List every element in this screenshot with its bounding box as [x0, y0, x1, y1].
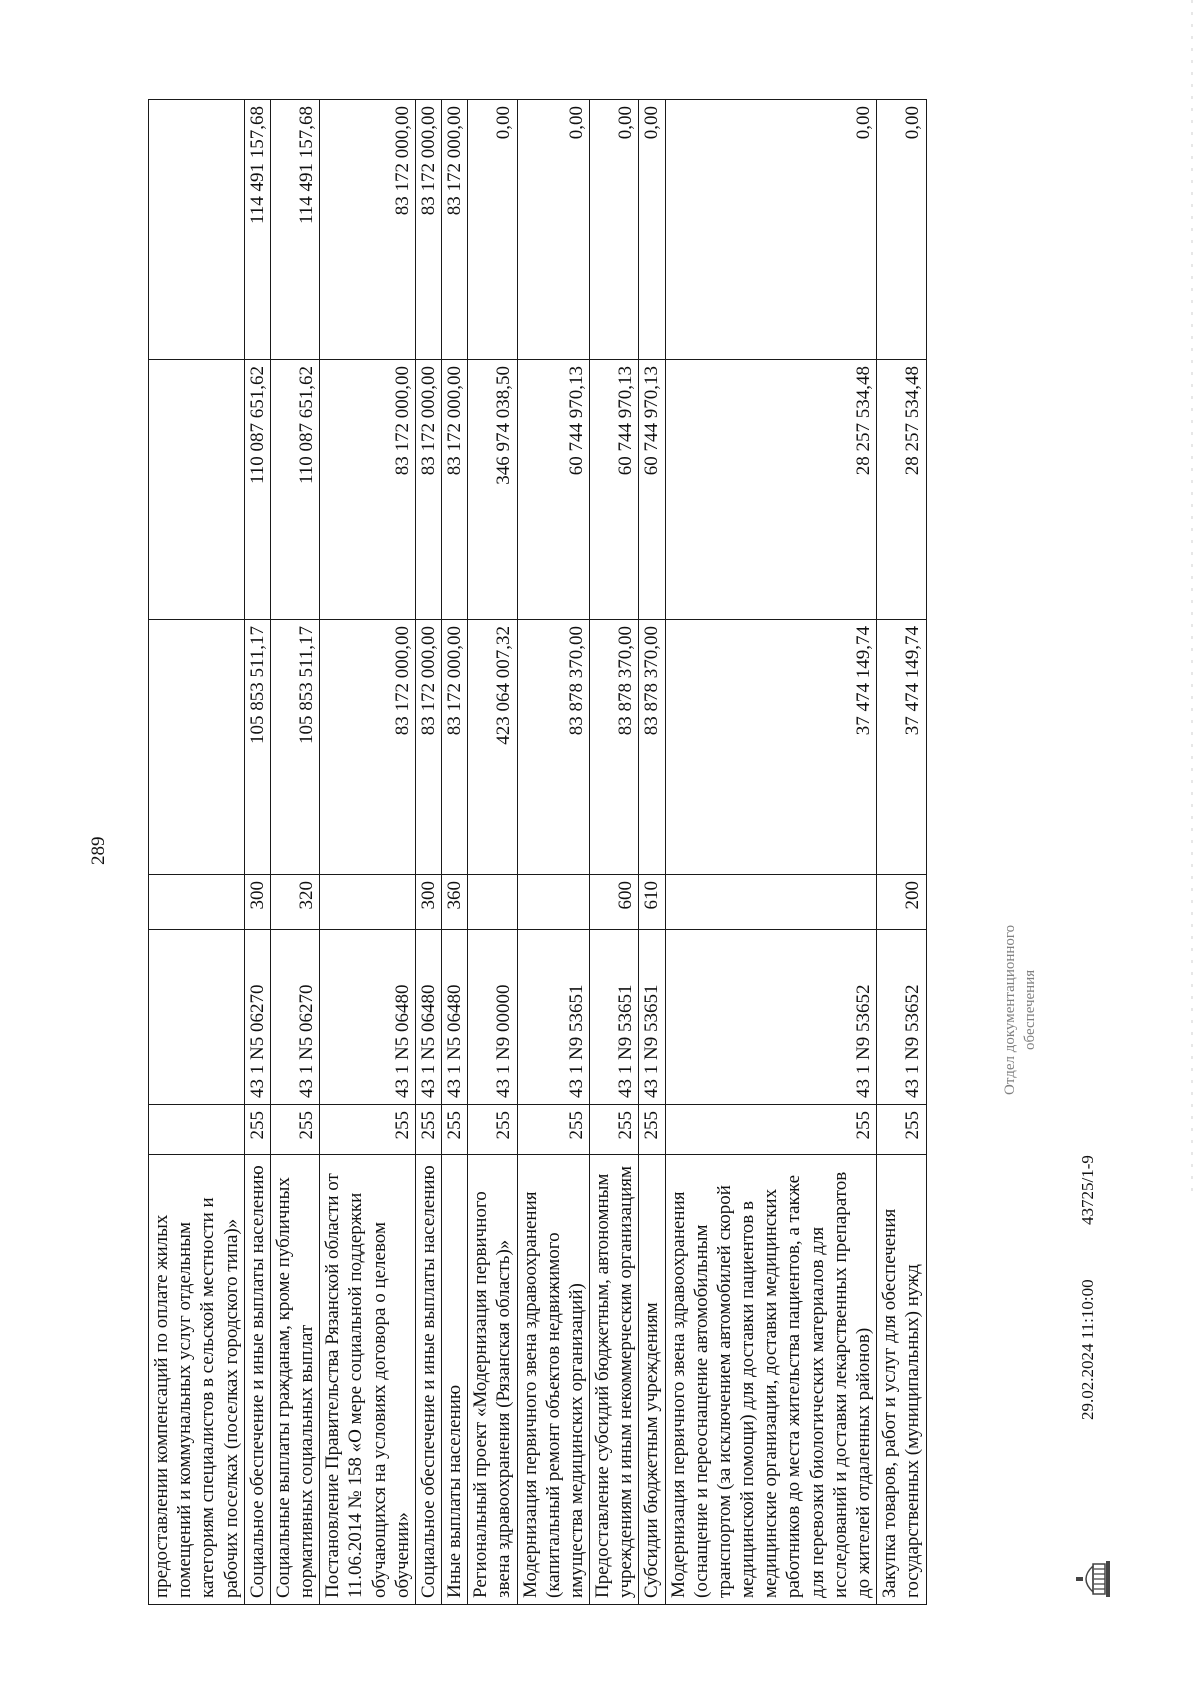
cell-name: Социальное обеспечение и иные выплаты населению	[415, 1155, 441, 1605]
cell-amount-2026: 114 491 157,68	[270, 100, 319, 360]
table-row	[877, 100, 926, 1605]
table-row	[590, 100, 639, 1605]
cell-target-article: 43 1 N5 06270	[244, 930, 270, 1105]
cell-name: Модернизация первичного звена здравоохранения (оснащение и переоснащение автомобильным транспортом (за исключением автомобилей скорой медицинской помощи) для доставки пациентов в медицинские организации, доставки медицинских работников до места жительства пациентов, а также для перевозки биологических материалов для исследований и доставки лекарственных препаратов до жителей отдаленных районов)	[665, 1155, 877, 1605]
cell-amount-2026: 0,00	[468, 100, 517, 360]
cell-grbs-code: 255	[320, 1105, 416, 1155]
cell-target-article: 43 1 N9 00000	[468, 930, 517, 1105]
cell-name: Модернизация первичного звена здравоохранения (капитальный ремонт объектов недвижимого имущества медицинских организаций)	[517, 1155, 590, 1605]
cell-amount-2024: 105 853 511,17	[270, 620, 319, 875]
cell-amount-2026: 83 172 000,00	[415, 100, 441, 360]
cell-amount-2025: 346 974 038,50	[468, 360, 517, 620]
cell-name: Предоставление субсидий бюджетным, автономным учреждениям и иным некоммерческим организациям	[590, 1155, 639, 1605]
cell-expense-type: 600	[590, 875, 639, 930]
cell-name: предоставлении компенсаций по оплате жилых помещений и коммунальных услуг отдельным категориям специалистов в сельской местности и рабочих поселках (поселках городского типа)»	[149, 1155, 245, 1605]
cell-expense-type	[149, 875, 245, 930]
cell-grbs-code: 255	[665, 1105, 877, 1155]
cell-name: Региональный проект «Модернизация первичного звена здравоохранения (Рязанская область)»	[468, 1155, 517, 1605]
table-row	[442, 100, 468, 1605]
cell-amount-2024: 83 878 370,00	[590, 620, 639, 875]
cell-expense-type: 360	[442, 875, 468, 930]
cell-grbs-code: 255	[442, 1105, 468, 1155]
cell-amount-2024: 423 064 007,32	[468, 620, 517, 875]
cell-expense-type: 300	[244, 875, 270, 930]
table-row	[320, 100, 416, 1605]
cell-amount-2024: 83 878 370,00	[517, 620, 590, 875]
cell-amount-2026: 0,00	[639, 100, 665, 360]
cell-target-article: 43 1 N9 53652	[665, 930, 877, 1105]
cell-amount-2024: 83 172 000,00	[415, 620, 441, 875]
table-row	[639, 100, 665, 1605]
cell-amount-2024	[149, 620, 245, 875]
cell-grbs-code: 255	[415, 1105, 441, 1155]
cell-amount-2025: 83 172 000,00	[415, 360, 441, 620]
cell-amount-2026: 83 172 000,00	[320, 100, 416, 360]
cell-amount-2025: 110 087 651,62	[270, 360, 319, 620]
duma-logo-icon	[1075, 1558, 1113, 1600]
cell-amount-2026: 0,00	[877, 100, 926, 360]
stamp-line-2: обеспечения	[1022, 969, 1039, 1050]
cell-expense-type: 200	[877, 875, 926, 930]
cell-grbs-code	[149, 1105, 245, 1155]
stamp-line-1: Отдел документационного	[1002, 924, 1018, 1095]
table-row	[665, 100, 877, 1605]
cell-expense-type: 610	[639, 875, 665, 930]
cell-target-article: 43 1 N9 53651	[590, 930, 639, 1105]
cell-amount-2024: 37 474 149,74	[877, 620, 926, 875]
cell-amount-2025: 60 744 970,13	[517, 360, 590, 620]
cell-target-article: 43 1 N9 53652	[877, 930, 926, 1105]
cell-target-article: 43 1 N5 06270	[270, 930, 319, 1105]
table-row	[468, 100, 517, 1605]
table-row	[149, 100, 245, 1605]
cell-expense-type	[517, 875, 590, 930]
table-row	[415, 100, 441, 1605]
cell-grbs-code: 255	[244, 1105, 270, 1155]
footer-document-number: 43725/1-9	[1078, 1155, 1097, 1225]
cell-expense-type	[320, 875, 416, 930]
cell-amount-2024: 37 474 149,74	[665, 620, 877, 875]
cell-target-article	[149, 930, 245, 1105]
cell-target-article: 43 1 N5 06480	[415, 930, 441, 1105]
cell-amount-2024: 83 172 000,00	[442, 620, 468, 875]
cell-target-article: 43 1 N5 06480	[442, 930, 468, 1105]
cell-amount-2024: 105 853 511,17	[244, 620, 270, 875]
cell-grbs-code: 255	[590, 1105, 639, 1155]
cell-name: Постановление Правительства Рязанской области от 11.06.2014 № 158 «О мере социальной поддержки обучающихся на условиях договора о целевом обучении»	[320, 1155, 416, 1605]
cell-amount-2025	[149, 360, 245, 620]
cell-expense-type	[665, 875, 877, 930]
cell-amount-2025: 60 744 970,13	[639, 360, 665, 620]
cell-name: Социальные выплаты гражданам, кроме публичных нормативных социальных выплат	[270, 1155, 319, 1605]
cell-amount-2026: 83 172 000,00	[442, 100, 468, 360]
cell-amount-2026: 0,00	[590, 100, 639, 360]
cell-amount-2026: 0,00	[665, 100, 877, 360]
footer-date: 29.02.2024 11:10:00	[1078, 1279, 1097, 1420]
cell-name: Закупка товаров, работ и услуг для обеспечения государственных (муниципальных) нужд	[877, 1155, 926, 1605]
cell-name: Субсидии бюджетным учреждениям	[639, 1155, 665, 1605]
cell-grbs-code: 255	[468, 1105, 517, 1155]
department-stamp	[1000, 925, 1041, 1095]
table-row	[270, 100, 319, 1605]
cell-name: Иные выплаты населению	[442, 1155, 468, 1605]
cell-grbs-code: 255	[639, 1105, 665, 1155]
scan-edge-noise	[1180, 0, 1200, 1200]
cell-target-article: 43 1 N9 53651	[517, 930, 590, 1105]
cell-target-article: 43 1 N5 06480	[320, 930, 416, 1105]
table-row	[244, 100, 270, 1605]
cell-amount-2024: 83 878 370,00	[639, 620, 665, 875]
cell-expense-type: 300	[415, 875, 441, 930]
page-number: 289	[88, 836, 109, 865]
budget-table-body	[149, 100, 927, 1605]
cell-grbs-code: 255	[517, 1105, 590, 1155]
cell-grbs-code: 255	[270, 1105, 319, 1155]
cell-name: Социальное обеспечение и иные выплаты населению	[244, 1155, 270, 1605]
cell-expense-type: 320	[270, 875, 319, 930]
cell-target-article: 43 1 N9 53651	[639, 930, 665, 1105]
cell-amount-2025: 83 172 000,00	[442, 360, 468, 620]
cell-amount-2025: 28 257 534,48	[877, 360, 926, 620]
cell-amount-2025: 110 087 651,62	[244, 360, 270, 620]
budget-table	[148, 99, 927, 1605]
cell-amount-2025: 60 744 970,13	[590, 360, 639, 620]
cell-amount-2024: 83 172 000,00	[320, 620, 416, 875]
cell-amount-2026: 0,00	[517, 100, 590, 360]
cell-amount-2025: 28 257 534,48	[665, 360, 877, 620]
cell-amount-2025: 83 172 000,00	[320, 360, 416, 620]
cell-amount-2026	[149, 100, 245, 360]
cell-grbs-code: 255	[877, 1105, 926, 1155]
table-row	[517, 100, 590, 1605]
cell-expense-type	[468, 875, 517, 930]
cell-amount-2026: 114 491 157,68	[244, 100, 270, 360]
